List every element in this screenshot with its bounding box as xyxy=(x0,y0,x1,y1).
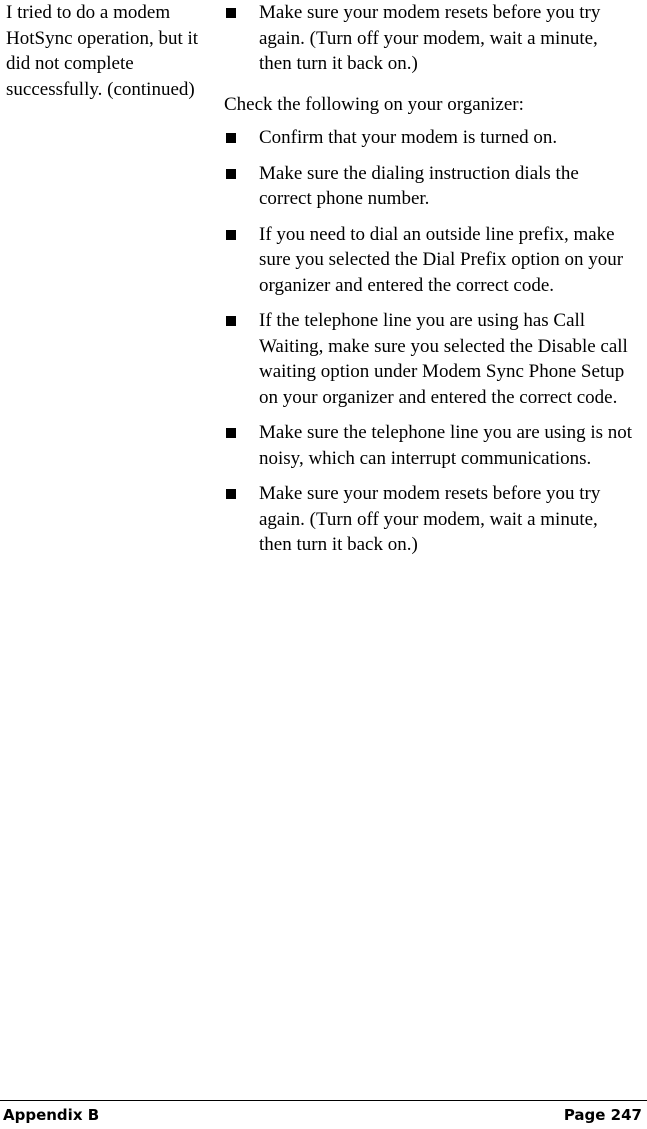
list-item xyxy=(224,125,634,151)
list-item xyxy=(224,0,634,77)
list-item xyxy=(224,481,634,558)
list-item-text: If the telephone line you are using has Call Waiting, make sure you selected the Disable call waiting option under Modem Sync Phone Setup on your organizer and entered the correct code. xyxy=(259,310,628,408)
list-item-text: Make sure the dialing instruction dials the correct phone number. xyxy=(259,162,579,209)
list-item-text: Make sure your modem resets before you try again. (Turn off your modem, wait a minute, then turn it back on.) xyxy=(259,2,601,74)
list-item-text: Confirm that your modem is turned on. xyxy=(259,127,558,148)
list-item xyxy=(224,308,634,410)
footer-page-number: Page 247 xyxy=(563,1106,642,1124)
list-item-text: Make sure the telephone line you are using is not noisy, which can interrupt communications. xyxy=(259,422,633,469)
square-bullet-icon xyxy=(226,316,236,326)
organizer-intro: Check the following on your organizer: xyxy=(224,93,524,115)
square-bullet-icon xyxy=(226,230,236,240)
list-item-text: If you need to dial an outside line prefix, make sure you selected the Dial Prefix option on your organizer and entered the correct code. xyxy=(259,223,624,296)
square-bullet-icon xyxy=(226,133,236,143)
square-bullet-icon xyxy=(226,169,236,179)
top-bullet-list xyxy=(224,0,634,77)
organizer-bullet-list xyxy=(224,125,634,558)
question-text: I tried to do a modem HotSync operation, but it did not complete successfully. (continued) xyxy=(6,2,199,100)
list-item xyxy=(224,161,634,212)
list-item-text: Make sure your modem resets before you try again. (Turn off your modem, wait a minute, then turn it back on.) xyxy=(259,483,601,555)
page-footer xyxy=(3,1106,642,1124)
answer-column xyxy=(224,0,634,568)
question-column xyxy=(6,0,201,102)
footer-section-label: Appendix B xyxy=(3,1106,100,1124)
list-item xyxy=(224,222,634,299)
list-item xyxy=(224,420,634,471)
square-bullet-icon xyxy=(226,489,236,499)
square-bullet-icon xyxy=(226,8,236,18)
footer-divider xyxy=(0,1100,647,1101)
square-bullet-icon xyxy=(226,428,236,438)
